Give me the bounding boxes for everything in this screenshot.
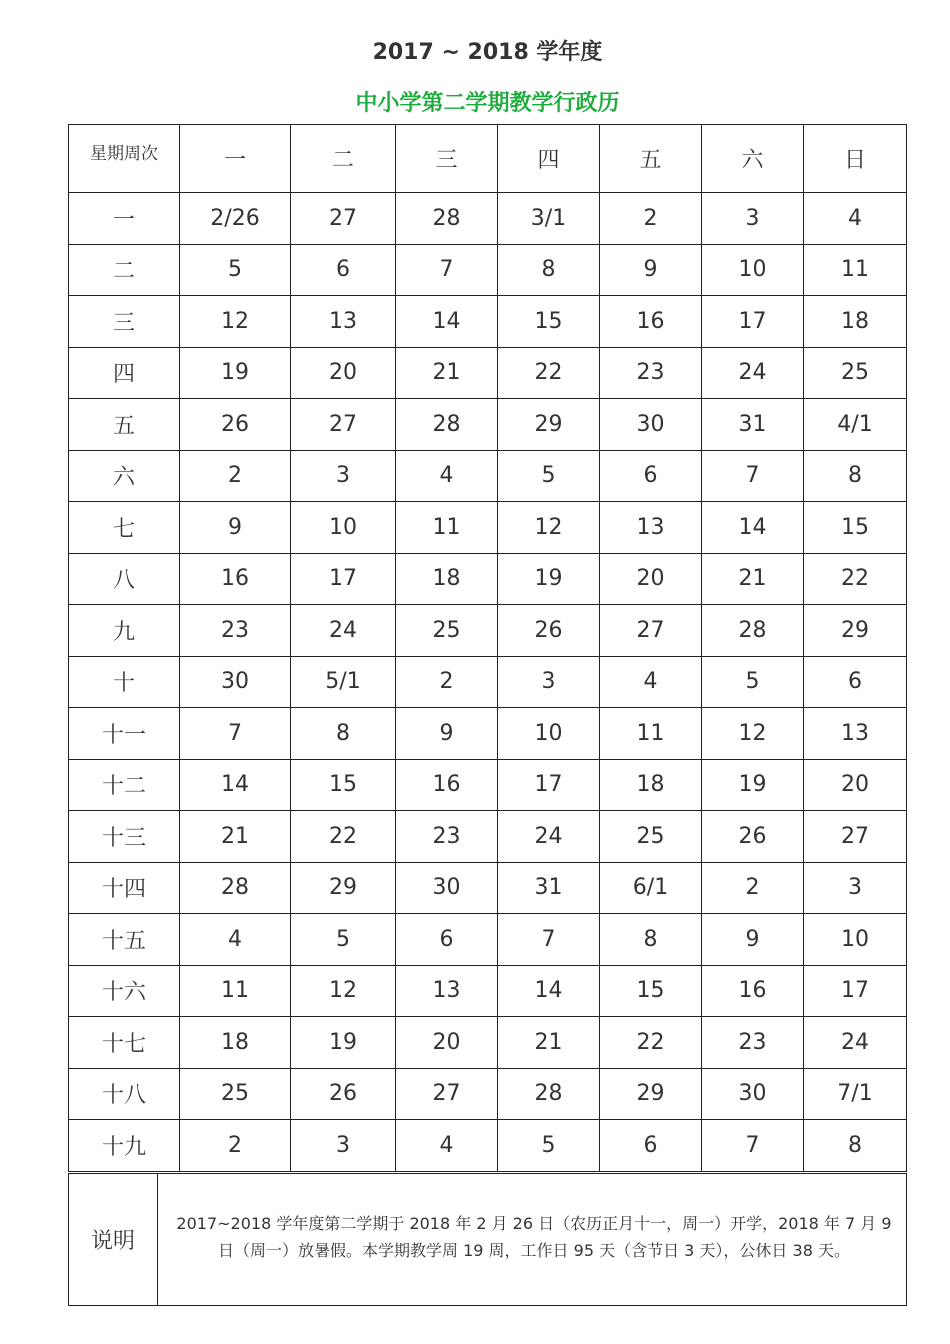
notes-text: 2017~2018 学年度第二学期于 2018 年 2 月 26 日（农历正月十一，周一）开学，2018 年 7 月 9 日（周一）放暑假。本学期教学周 19 周，工作日 95 天（含节日 3 天），公休日 38 天。: [158, 1174, 907, 1306]
week-row: [69, 965, 907, 1017]
weekday-header: 六: [702, 125, 804, 193]
week-row: [69, 450, 907, 502]
date-cell: 3: [291, 1120, 396, 1172]
date-cell: 14: [498, 965, 600, 1017]
date-cell: 2: [396, 656, 498, 708]
week-number-cell: 十一: [69, 708, 180, 760]
week-number-cell: 十三: [69, 811, 180, 863]
week-number-cell: 十: [69, 656, 180, 708]
date-cell: 25: [600, 811, 702, 863]
date-cell: 2/26: [180, 193, 291, 245]
weekday-header: 二: [291, 125, 396, 193]
date-cell: 4: [396, 450, 498, 502]
date-cell: 4: [600, 656, 702, 708]
date-cell: 18: [396, 553, 498, 605]
date-cell: 2: [600, 193, 702, 245]
date-cell: 4/1: [804, 399, 907, 451]
date-cell: 10: [804, 914, 907, 966]
date-cell: 7: [702, 450, 804, 502]
week-number-cell: 五: [69, 399, 180, 451]
calendar-table: [68, 124, 907, 1172]
week-row: [69, 193, 907, 245]
week-number-cell: 十七: [69, 1017, 180, 1069]
date-cell: 7/1: [804, 1068, 907, 1120]
date-cell: 9: [600, 244, 702, 296]
date-cell: 13: [804, 708, 907, 760]
date-cell: 24: [291, 605, 396, 657]
weekday-header: 五: [600, 125, 702, 193]
date-cell: 3/1: [498, 193, 600, 245]
date-cell: 12: [180, 296, 291, 348]
week-row: [69, 1017, 907, 1069]
week-number-cell: 七: [69, 502, 180, 554]
date-cell: 3: [702, 193, 804, 245]
week-row: [69, 553, 907, 605]
date-cell: 6: [600, 1120, 702, 1172]
date-cell: 22: [804, 553, 907, 605]
week-number-cell: 十五: [69, 914, 180, 966]
week-row: [69, 605, 907, 657]
date-cell: 31: [702, 399, 804, 451]
date-cell: 6: [600, 450, 702, 502]
date-cell: 20: [804, 759, 907, 811]
date-cell: 26: [180, 399, 291, 451]
week-row: [69, 502, 907, 554]
date-cell: 14: [702, 502, 804, 554]
date-cell: 18: [804, 296, 907, 348]
date-cell: 13: [396, 965, 498, 1017]
date-cell: 21: [396, 347, 498, 399]
weekday-header: 一: [180, 125, 291, 193]
date-cell: 8: [291, 708, 396, 760]
date-cell: 11: [396, 502, 498, 554]
date-cell: 24: [498, 811, 600, 863]
week-row: [69, 862, 907, 914]
date-cell: 8: [600, 914, 702, 966]
week-row: [69, 811, 907, 863]
notes-table: [68, 1173, 907, 1306]
date-cell: 16: [600, 296, 702, 348]
week-row: [69, 708, 907, 760]
date-cell: 30: [180, 656, 291, 708]
date-cell: 5: [498, 450, 600, 502]
date-cell: 23: [180, 605, 291, 657]
date-cell: 5: [180, 244, 291, 296]
date-cell: 27: [291, 193, 396, 245]
page-title: 2017 ~ 2018 学年度: [372, 40, 603, 65]
date-cell: 31: [498, 862, 600, 914]
date-cell: 9: [702, 914, 804, 966]
date-cell: 30: [600, 399, 702, 451]
date-cell: 30: [702, 1068, 804, 1120]
date-cell: 27: [396, 1068, 498, 1120]
date-cell: 4: [396, 1120, 498, 1172]
date-cell: 5: [291, 914, 396, 966]
date-cell: 22: [498, 347, 600, 399]
date-cell: 11: [804, 244, 907, 296]
week-number-cell: 一: [69, 193, 180, 245]
week-row: [69, 759, 907, 811]
date-cell: 14: [180, 759, 291, 811]
date-cell: 21: [498, 1017, 600, 1069]
date-cell: 29: [804, 605, 907, 657]
date-cell: 29: [498, 399, 600, 451]
date-cell: 5: [498, 1120, 600, 1172]
date-cell: 20: [291, 347, 396, 399]
date-cell: 14: [396, 296, 498, 348]
date-cell: 23: [702, 1017, 804, 1069]
date-cell: 15: [291, 759, 396, 811]
week-row: [69, 296, 907, 348]
date-cell: 8: [804, 450, 907, 502]
date-cell: 13: [291, 296, 396, 348]
date-cell: 6: [396, 914, 498, 966]
date-cell: 25: [804, 347, 907, 399]
weekday-header-row: [69, 125, 907, 193]
date-cell: 27: [804, 811, 907, 863]
week-number-cell: 十九: [69, 1120, 180, 1172]
date-cell: 26: [291, 1068, 396, 1120]
date-cell: 9: [396, 708, 498, 760]
date-cell: 24: [804, 1017, 907, 1069]
date-cell: 17: [498, 759, 600, 811]
notes-label: 说明: [69, 1174, 158, 1306]
weekday-header: 日: [804, 125, 907, 193]
date-cell: 23: [396, 811, 498, 863]
date-cell: 27: [291, 399, 396, 451]
date-cell: 24: [702, 347, 804, 399]
date-cell: 21: [702, 553, 804, 605]
date-cell: 19: [180, 347, 291, 399]
week-number-cell: 十四: [69, 862, 180, 914]
date-cell: 15: [600, 965, 702, 1017]
date-cell: 10: [291, 502, 396, 554]
week-row: [69, 347, 907, 399]
date-cell: 25: [396, 605, 498, 657]
date-cell: 21: [180, 811, 291, 863]
date-cell: 3: [804, 862, 907, 914]
date-cell: 13: [600, 502, 702, 554]
date-cell: 12: [498, 502, 600, 554]
date-cell: 6: [804, 656, 907, 708]
date-cell: 28: [396, 399, 498, 451]
week-number-cell: 三: [69, 296, 180, 348]
date-cell: 28: [498, 1068, 600, 1120]
date-cell: 29: [600, 1068, 702, 1120]
week-row: [69, 399, 907, 451]
date-cell: 18: [600, 759, 702, 811]
week-number-cell: 九: [69, 605, 180, 657]
date-cell: 29: [291, 862, 396, 914]
date-cell: 12: [291, 965, 396, 1017]
date-cell: 30: [396, 862, 498, 914]
date-cell: 6/1: [600, 862, 702, 914]
week-number-cell: 十六: [69, 965, 180, 1017]
date-cell: 16: [180, 553, 291, 605]
date-cell: 6: [291, 244, 396, 296]
date-cell: 2: [180, 450, 291, 502]
date-cell: 3: [291, 450, 396, 502]
date-cell: 10: [702, 244, 804, 296]
week-row: [69, 656, 907, 708]
date-cell: 27: [600, 605, 702, 657]
date-cell: 9: [180, 502, 291, 554]
date-cell: 7: [498, 914, 600, 966]
date-cell: 7: [180, 708, 291, 760]
date-cell: 26: [498, 605, 600, 657]
date-cell: 22: [600, 1017, 702, 1069]
date-cell: 15: [498, 296, 600, 348]
date-cell: 11: [600, 708, 702, 760]
week-row: [69, 914, 907, 966]
date-cell: 16: [396, 759, 498, 811]
date-cell: 28: [702, 605, 804, 657]
date-cell: 18: [180, 1017, 291, 1069]
date-cell: 4: [804, 193, 907, 245]
date-cell: 26: [702, 811, 804, 863]
week-number-cell: 六: [69, 450, 180, 502]
date-cell: 11: [180, 965, 291, 1017]
week-number-cell: 八: [69, 553, 180, 605]
date-cell: 25: [180, 1068, 291, 1120]
week-number-cell: 四: [69, 347, 180, 399]
date-cell: 8: [804, 1120, 907, 1172]
date-cell: 2: [702, 862, 804, 914]
date-cell: 19: [291, 1017, 396, 1069]
date-cell: 3: [498, 656, 600, 708]
week-row: [69, 244, 907, 296]
notes-row: [69, 1174, 907, 1306]
calendar-subtitle: 中小学第二学期教学行政历: [355, 91, 620, 116]
week-row: [69, 1120, 907, 1172]
date-cell: 28: [180, 862, 291, 914]
date-cell: 20: [600, 553, 702, 605]
date-cell: 16: [702, 965, 804, 1017]
date-cell: 17: [291, 553, 396, 605]
date-cell: 4: [180, 914, 291, 966]
date-cell: 23: [600, 347, 702, 399]
date-cell: 2: [180, 1120, 291, 1172]
weekday-header: 四: [498, 125, 600, 193]
date-cell: 22: [291, 811, 396, 863]
week-row: [69, 1068, 907, 1120]
date-cell: 8: [498, 244, 600, 296]
date-cell: 12: [702, 708, 804, 760]
date-cell: 5/1: [291, 656, 396, 708]
date-cell: 17: [702, 296, 804, 348]
date-cell: 15: [804, 502, 907, 554]
date-cell: 10: [498, 708, 600, 760]
week-number-cell: 十八: [69, 1068, 180, 1120]
date-cell: 28: [396, 193, 498, 245]
week-number-cell: 二: [69, 244, 180, 296]
calendar-body: [69, 125, 907, 1172]
weekday-header: 三: [396, 125, 498, 193]
date-cell: 19: [702, 759, 804, 811]
week-number-cell: 十二: [69, 759, 180, 811]
date-cell: 7: [396, 244, 498, 296]
date-cell: 7: [702, 1120, 804, 1172]
date-cell: 17: [804, 965, 907, 1017]
corner-header: 星期周次: [69, 125, 180, 193]
date-cell: 19: [498, 553, 600, 605]
date-cell: 5: [702, 656, 804, 708]
date-cell: 20: [396, 1017, 498, 1069]
